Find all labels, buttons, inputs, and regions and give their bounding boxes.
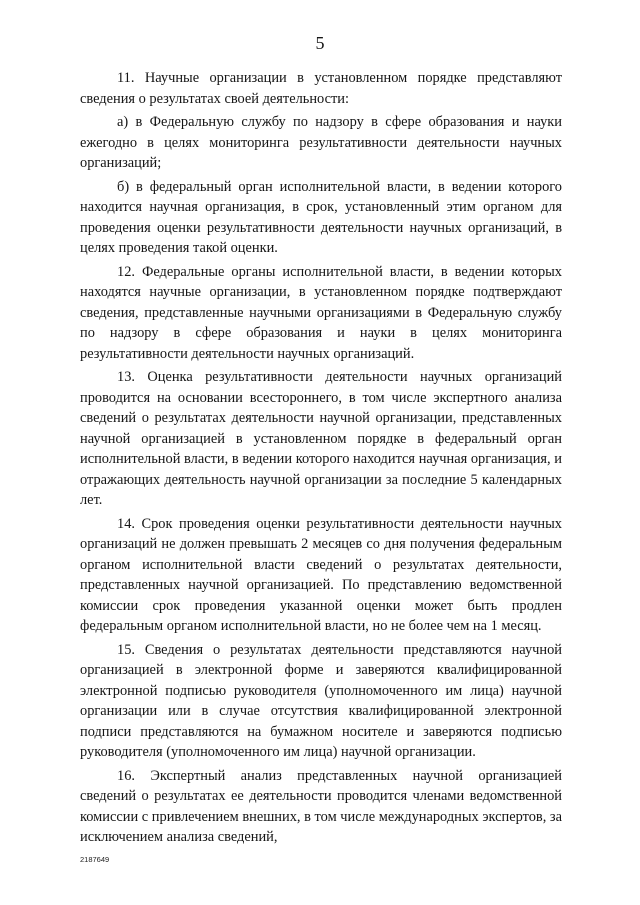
paragraph-11a: а) в Федеральную службу по надзору в сфере образования и науки ежегодно в целях мониторинга результативности деятельности научных организаций;	[80, 114, 562, 171]
paragraph-16: 16. Экспертный анализ представленных научной организацией сведений о результатах ее деятельности проводится членами ведомственной комиссии с привлечением внешних, в том числе международных экспертов, за исключением анализа сведений,	[80, 767, 562, 845]
paragraph-15: 15. Сведения о результатах деятельности представляются научной организацией в электронной форме и заверяются квалифицированной электронной подписью руководителя (уполномоченного им лица) научной организации или в случае отсутствия квалифицированной электронной подписи представляются на бумажном носителе и заверяются подписью руководителя (уполномоченного им лица) научной организации.	[80, 641, 562, 760]
document-body	[80, 68, 562, 851]
paragraph-12: 12. Федеральные органы исполнительной власти, в ведении которых находятся научные организации, в установленном порядке подтверждают сведения, представленные научными организациями в Федеральную службу по надзору в сфере образования и науки в целях мониторинга результативности деятельности научных организаций.	[80, 263, 562, 362]
paragraph-11b: б) в федеральный орган исполнительной власти, в ведении которого находится научная организация, в срок, установленный этим органом для проведения оценки результативности деятельности научных организаций, в целях проведения такой оценки.	[80, 178, 562, 256]
paragraph-11: 11. Научные организации в установленном порядке представляют сведения о результатах своей деятельности:	[80, 70, 562, 107]
paragraph-14: 14. Срок проведения оценки результативности деятельности научных организаций не должен превышать 2 месяцев со дня получения федеральным органом исполнительной власти сведений о результатах деятельности, представленных научной организацией. По представлению ведомственной комиссии срок проведения указанной оценки может быть продлен федеральным органом исполнительной власти, но не более чем на 1 месяц.	[80, 515, 562, 634]
page-number: 5	[315, 33, 325, 53]
document-code: 2187649	[80, 855, 110, 864]
paragraph-13: 13. Оценка результативности деятельности научных организаций проводится на основании всестороннего, в том числе экспертного анализа сведений о результатах деятельности научной организации, представленных научной организацией в установленном порядке в федеральный орган исполнительной власти, в ведении которого находится научная организация, и отражающих деятельность научной организации за последние 5 календарных лет.	[80, 369, 562, 508]
